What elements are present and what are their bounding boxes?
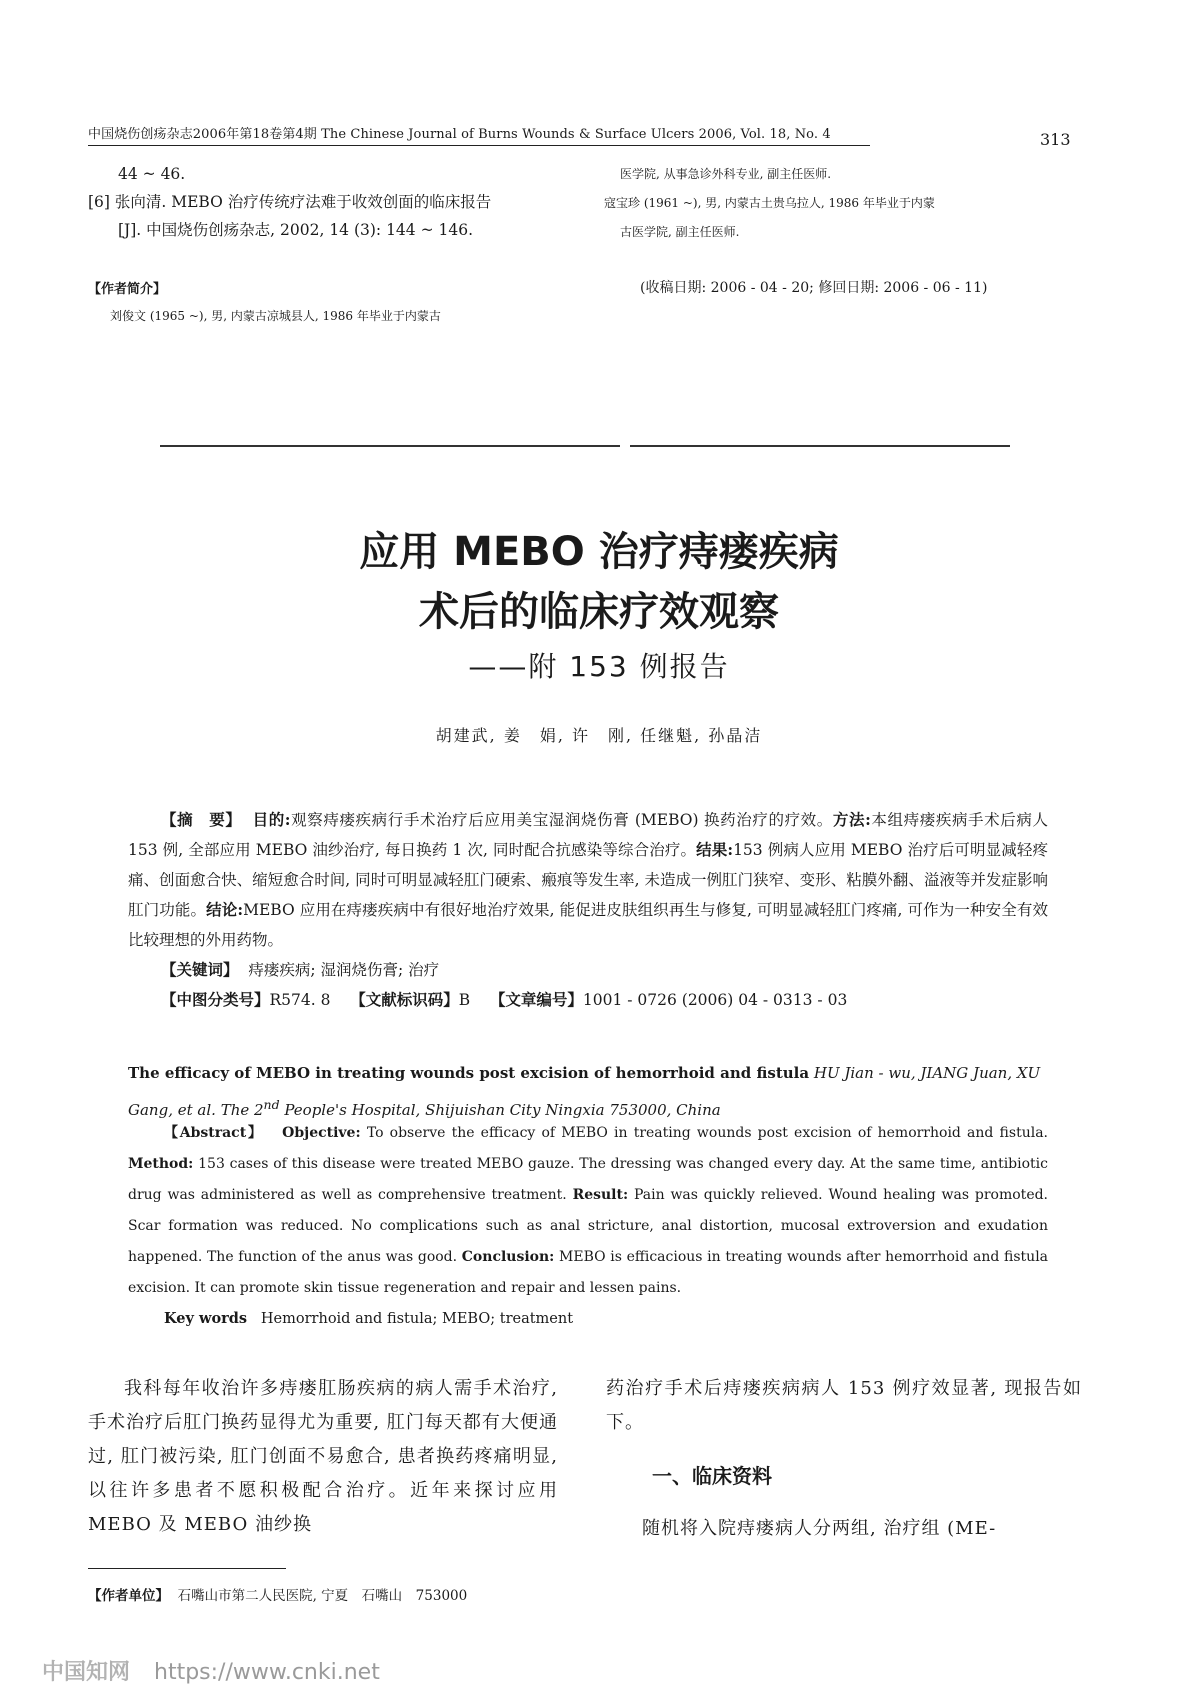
english-authors: HU Jian - wu, JIANG Juan, XU Gang, et al.: [128, 1064, 1041, 1119]
class-label: 【中图分类号】: [161, 990, 270, 1009]
body-left-paragraph: 我科每年收治许多痔瘘肛肠疾病的病人需手术治疗, 手术治疗后肛门换药显得尤为重要, 肛门每天都有大便通过, 肛门被污染, 肛门创面不易愈合, 患者换药疼痛明显, 以往许多患者不愿积极配合治疗。近年来探讨应用 MEBO 及 MEBO 油纱换: [88, 1378, 558, 1535]
english-result-label: Result:: [572, 1187, 629, 1203]
cnki-watermark: [42, 1655, 380, 1686]
objective-label: 目的:: [252, 810, 291, 829]
english-objective-label: Objective:: [282, 1125, 361, 1141]
reference-6-line-2: [J]. 中国烧伤创疡杂志, 2002, 14 (3): 144 ~ 146.: [118, 221, 474, 239]
english-keywords-label: Key words: [164, 1310, 248, 1327]
header-rule: [88, 145, 870, 146]
method-label: 方法:: [832, 810, 871, 829]
page-number: 313: [1040, 130, 1071, 149]
english-method-text: 153 cases of this disease were treated MEBO gauze. The dressing was changed every day. At the same time, antibiotic drug was administered as well as comprehensive treatment.: [128, 1156, 1048, 1203]
doc-code-label: 【文献标识码】: [350, 990, 459, 1009]
article-number-label: 【文章编号】: [489, 990, 583, 1009]
english-conclusion-label: Conclusion:: [461, 1249, 555, 1265]
footnote-rule: [88, 1568, 286, 1569]
article-title-line-2: 术后的临床疗效观察: [419, 589, 779, 635]
footnote-text: 石嘴山市第二人民医院, 宁夏 石嘴山 753000: [177, 1588, 468, 1604]
bio-line-2: 医学院, 从事急诊外科专业, 副主任医师.: [620, 167, 832, 181]
keywords-label: 【关键词】: [161, 960, 239, 979]
english-conclusion-text: MEBO is efficacious in treating wounds after hemorrhoid and fistula excision. It can promote skin tissue regeneration and repair and lessen pains.: [128, 1249, 1049, 1296]
english-objective-text: To observe the efficacy of MEBO in treating wounds post excision of hemorrhoid and fistula.: [366, 1125, 1048, 1141]
section-divider-left: [160, 445, 620, 447]
english-keywords-text: Hemorrhoid and fistula; MEBO; treatment: [260, 1311, 574, 1327]
journal-header: 中国烧伤创疡杂志2006年第18卷第4期 The Chinese Journal of Burns Wounds & Surface Ulcers 2006, Vol. 18, No. 4: [88, 127, 831, 142]
objective-text: 观察痔瘘疾病行手术治疗后应用美宝湿润烧伤膏 (MEBO) 换药治疗的疗效。: [290, 811, 833, 829]
author-affiliation-footnote: [88, 1584, 467, 1604]
abstract-chinese: [128, 805, 1048, 1015]
classification-line: [128, 985, 1048, 1015]
cnki-url[interactable]: https://www.cnki.net: [154, 1660, 380, 1685]
result-label: 结果:: [696, 840, 734, 859]
bio-line-3: 寇宝珍 (1961 ~), 男, 内蒙古土贵乌拉人, 1986 年毕业于内蒙: [604, 196, 935, 210]
author-list: 胡建武, 姜 娟, 许 刚, 任继魁, 孙晶洁: [435, 726, 763, 745]
bio-heading: 【作者简介】: [88, 282, 167, 297]
bio-line-1: 刘俊文 (1965 ~), 男, 内蒙古凉城县人, 1986 年毕业于内蒙古: [110, 309, 441, 323]
body-right-paragraph-2: 随机将入院痔瘘病人分两组, 治疗组 (ME-: [642, 1518, 997, 1539]
class-value: R574. 8: [269, 991, 331, 1009]
reference-6-line-1: [6] 张向清. MEBO 治疗传统疗法难于收效创面的临床报告: [88, 193, 492, 211]
bio-line-4: 古医学院, 副主任医师.: [620, 225, 740, 239]
doc-code-value: B: [458, 991, 471, 1009]
english-title: The efficacy of MEBO in treating wounds post excision of hemorrhoid and fistula: [128, 1064, 810, 1082]
english-title-block: [128, 1057, 1048, 1126]
english-method-label: Method:: [128, 1156, 194, 1172]
footnote-label: 【作者单位】: [88, 1588, 169, 1604]
reference-continuation: 44 ~ 46.: [118, 165, 186, 183]
english-result-text: Pain was quickly relieved. Wound healing was promoted. Scar formation was reduced. No complications such as anal stricture, anal distortion, mucosal extroversion and exudation happened. The function of the anus was good.: [128, 1187, 1049, 1265]
english-abstract-label: 【Abstract】: [164, 1125, 264, 1141]
result-text: 153 例病人应用 MEBO 治疗后可明显减轻疼痛、创面愈合快、缩短愈合时间, 同时可明显减轻肛门硬索、瘢痕等发生率, 未造成一例肛门狭窄、变形、粘膜外翻、溢液等并发症影响肛门功能。: [128, 841, 1048, 919]
article-subtitle: ——附 153 例报告: [468, 650, 730, 683]
article-title-line-1: 应用 MEBO 治疗痔瘘疾病: [359, 529, 839, 575]
abstract-english: [128, 1118, 1048, 1304]
conclusion-text: MEBO 应用在痔瘘疾病中有很好地治疗效果, 能促进皮肤组织再生与修复, 可明显减轻肛门疼痛, 可作为一种安全有效比较理想的外用药物。: [128, 901, 1048, 949]
body-right-paragraph: 药治疗手术后痔瘘疾病病人 153 例疗效显著, 现报告如下。: [606, 1378, 1082, 1433]
section-divider-right: [630, 445, 1010, 447]
article-number-value: 1001 - 0726 (2006) 04 - 0313 - 03: [582, 991, 848, 1009]
conclusion-label: 结论:: [206, 900, 244, 919]
received-date: (收稿日期: 2006 - 04 - 20; 修回日期: 2006 - 06 - 11): [640, 280, 988, 296]
abstract-label: 【摘 要】: [161, 810, 242, 829]
method-text: 本组痔瘘疾病手术后病人 153 例, 全部应用 MEBO 油纱治疗, 每日换药 1 次, 同时配合抗感染等综合治疗。: [128, 811, 1048, 859]
keywords-text: 痔瘘疾病; 湿润烧伤膏; 治疗: [248, 961, 440, 979]
english-affiliation: The 2nd People's Hospital, Shijuishan City Ningxia 753000, China: [220, 1097, 721, 1119]
section-heading: 一、临床资料: [652, 1464, 772, 1488]
cnki-logo: 中国知网: [42, 1660, 131, 1685]
keywords-line: [128, 955, 1048, 985]
english-keywords-line: [164, 1310, 573, 1327]
